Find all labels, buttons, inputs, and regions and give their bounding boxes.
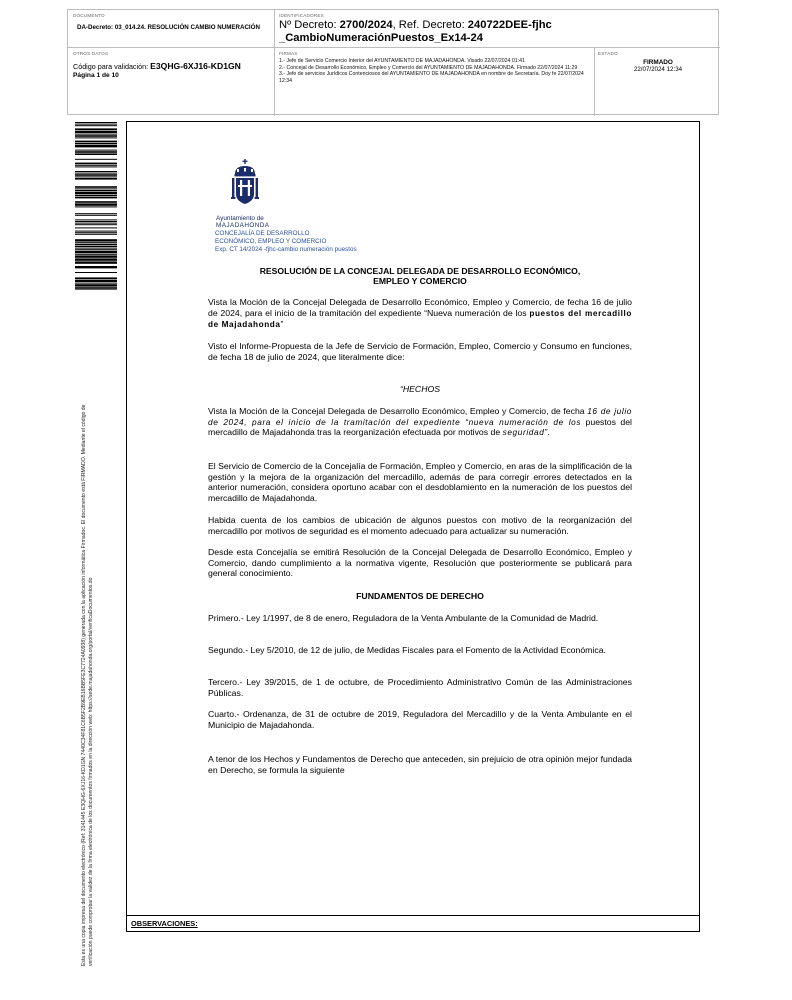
barcode-bar xyxy=(75,122,117,123)
decree-ref-line2: _CambioNumeraciónPuestos_Ex14-24 xyxy=(279,31,483,44)
identificadores-caption: IDENTIFICADORES xyxy=(279,13,324,18)
resolution-title xyxy=(208,266,632,287)
barcode-bar xyxy=(75,289,117,290)
validation-label: Código para validación: xyxy=(73,62,149,71)
documento-text: DA-Decreto: 03_014.24. RESOLUCIÓN CAMBIO NUMERACIÓN xyxy=(77,24,260,31)
barcode-bar xyxy=(75,234,117,235)
text-span: puestos del mercadillo de Majadahonda tras la reorganización efectuada por motivos de xyxy=(208,416,632,438)
barcode-bar xyxy=(75,153,117,155)
barcode-bar xyxy=(75,246,117,247)
paragraph-hechos-4: Desde esta Concejalía se emitirá Resolución de la Concejal Delegada de Desarrollo Económico, Empleo y Comercio, dando cumplimiento a la normativa vigente, Resolución que posteriormente se publicará para general conocimiento. xyxy=(208,547,632,579)
paragraph-hechos-1 xyxy=(208,406,632,438)
barcode-bar xyxy=(75,141,117,143)
dept-line: ECONÓMICO, EMPLEO Y COMERCIO xyxy=(215,237,327,245)
barcode-bar xyxy=(75,166,117,167)
fundamento-item: Segundo.- Ley 5/2010, de 12 de julio, de Medidas Fiscales para el Fomento de la Actividad Económica. xyxy=(208,645,606,655)
title-line: EMPLEO Y COMERCIO xyxy=(373,276,467,287)
otros-caption: OTROS DATOS xyxy=(73,51,109,56)
decree-ref-label: , Ref. Decreto: xyxy=(392,19,465,31)
estado-caption: ESTADO xyxy=(598,51,618,56)
logo-line-2: MAJADAHONDA xyxy=(216,222,270,230)
dept-line: Exp. CT 14/2024 -fjhc-cambio numeración puestos xyxy=(215,245,357,253)
coat-of-arms-icon xyxy=(215,158,279,210)
barcode-bar xyxy=(75,135,117,137)
barcode-bar xyxy=(75,125,117,126)
barcode-bar xyxy=(75,239,117,241)
barcode-bar xyxy=(75,178,117,180)
vertical-verification-text: Esta es una copia impresa del documento electrónico (Ref: 3141445 E3QHG-6XJ16-KD1GN 7440C34F81C6B5F2B9EB16BB5FE3C7724A0938) generada con la aplicación informática Firmadoc. El documento está FIRMADO. Mediante el código de xyxy=(81,404,87,966)
estado-cell xyxy=(598,51,718,73)
documento-caption: DOCUMENTO xyxy=(73,13,105,18)
barcode-bar xyxy=(75,249,117,250)
barcode-bar xyxy=(75,280,117,282)
barcode-bar xyxy=(75,251,117,253)
firma-item: 2.- Concejal de Desarrollo Económico, Empleo y Comercio del AYUNTAMIENTO DE MAJADAHONDA. Firmado 22/07/2024 11:29 xyxy=(279,64,578,71)
barcode-bar xyxy=(75,258,117,260)
barcode-bar xyxy=(75,221,117,222)
barcode-bar xyxy=(75,174,117,176)
barcode-bar xyxy=(75,255,117,257)
text-span-italic: seguridad”. xyxy=(502,427,551,438)
validation-code: E3QHG-6XJ16-KD1GN xyxy=(150,61,241,71)
hechos-heading: “HECHOS xyxy=(399,384,441,394)
paragraph-hechos-2: El Servicio de Comercio de la Concejalía de Formación, Empleo y Comercio, en aras de la simplificación de la gestión y la mejora de la organización del mercadillo, además de para corregir errores detectados en la anterior numeración, considera oportuno acabar con el desdoblamiento en la numeración de los puestos del mercadillo de Majadahonda. xyxy=(208,461,632,503)
text-span: ” xyxy=(280,319,284,330)
barcode-bar xyxy=(75,186,117,188)
barcode-bar xyxy=(75,163,117,165)
fundamento-item: Cuarto.- Ordenanza, de 31 de octubre de 2019, Reguladora del Mercadillo y de la Venta Ambulante en el Municipio de Majadahonda. xyxy=(208,709,632,730)
header-divider xyxy=(594,47,595,116)
barcode-bar xyxy=(75,266,117,268)
barcode-bar xyxy=(75,165,117,166)
barcode-bar xyxy=(75,224,117,225)
department-block xyxy=(215,230,357,253)
vertical-verification-text: verificación puede comprobar la validez de la firma electrónica de los documentos firmados en la dirección web: https://sede.majadahonda.org/portal/verificaDocumentos.do xyxy=(88,577,94,966)
decree-number: 2700/2024 xyxy=(339,19,393,31)
barcode-bar xyxy=(75,176,117,177)
barcode-bar xyxy=(75,143,117,145)
barcode-bar xyxy=(75,134,117,135)
barcode-bar xyxy=(75,131,117,133)
barcode-bar xyxy=(75,203,117,205)
identificadores-cell xyxy=(279,13,715,44)
paragraph-hechos-3: Habida cuenta de los cambios de ubicación de algunos puestos con motivo de la reorganización del mercadillo por motivos de seguridad es el momento adecuado para actualizar su numeración. xyxy=(208,515,632,536)
barcode-bar xyxy=(75,192,117,194)
documento-cell xyxy=(73,13,269,32)
barcode-bar xyxy=(75,151,117,153)
barcode-bar xyxy=(75,137,117,138)
barcode-bar xyxy=(75,195,117,197)
fundamento-item: Primero.- Ley 1/1997, de 8 de enero, Reguladora de la Venta Ambulante de la Comunidad de Madrid. xyxy=(208,613,599,623)
logo-line-1: Ayuntamiento de xyxy=(216,215,264,222)
document-metadata-header xyxy=(67,9,719,115)
paragraph-informe: Visto el Informe-Propuesta de la Jefe de Servicio de Formación, Empleo, Comercio y Consumo en funciones, de fecha 18 de julio de 2024, que literalmente dice: xyxy=(208,341,632,362)
text-span: Vista la Moción de la Concejal Delegada de Desarrollo Económico, Empleo y Comercio, de fecha 16 de julio de 2024, para el inicio de la tramitación del expediente “Nueva numeración de los xyxy=(208,297,632,318)
barcode-bar xyxy=(75,145,117,147)
barcode-bar xyxy=(75,254,117,255)
otros-datos-cell xyxy=(73,51,269,79)
barcode-bar xyxy=(75,227,117,228)
barcode-bar xyxy=(75,244,117,246)
barcode-bar xyxy=(75,159,117,160)
barcode-bar xyxy=(75,219,117,220)
text-span: Vista la Moción de la Concejal Delegada de Desarrollo Económico, Empleo y Comercio, de fecha xyxy=(208,406,588,416)
barcode-bar xyxy=(75,248,117,249)
barcode-bar xyxy=(75,232,117,233)
barcode-bar xyxy=(75,215,117,216)
barcode-bar xyxy=(75,173,117,174)
barcode-bar xyxy=(75,150,117,151)
text-span-bold: puestos del mercadillo de Majadahonda xyxy=(208,308,632,330)
barcode-bar xyxy=(75,206,117,207)
barcode-bar xyxy=(75,231,117,232)
paragraph-conclusion: A tenor de los Hechos y Fundamentos de Derecho que anteceden, sin prejuicio de otra opinión mejor fundada en Derecho, se formula la siguiente xyxy=(208,754,632,775)
barcode-bar xyxy=(75,128,117,130)
firma-item: 3.- Jefe de servicios Jurídicos Contenciosos del AYUNTAMIENTO DE MAJADAHONDA en nombre de Secretaría. Doy fe 22/07/2024 12:34 xyxy=(279,71,584,84)
firmas-caption: FIRMAS xyxy=(279,51,298,56)
barcode-bar xyxy=(75,171,117,172)
decree-ref: 240722DEE-fjhc xyxy=(467,19,552,31)
barcode-bar xyxy=(75,277,117,279)
header-divider xyxy=(274,10,275,116)
decree-prefix: Nº Decreto: xyxy=(279,19,337,31)
barcode-bar xyxy=(75,188,117,189)
barcode-bar xyxy=(75,284,117,286)
firma-item: 1.- Jefe de Servicio Comercio Interior del AYUNTAMIENTO DE MAJADAHONDA. Visado 22/07/2024 01:41 xyxy=(279,58,525,64)
firmas-list xyxy=(279,58,591,84)
barcode-bar xyxy=(75,201,117,203)
barcode-bar xyxy=(75,287,117,289)
barcode-bar xyxy=(75,261,117,263)
text-span-italic: 16 de julio de 2024, para el inicio de la tramitación del expediente “nueva numeración de los xyxy=(208,406,632,427)
estado-date: 22/07/2024 12:34 xyxy=(633,66,683,73)
ayuntamiento-logo xyxy=(215,158,279,228)
observaciones-label: OBSERVACIONES: xyxy=(131,919,198,928)
barcode-image xyxy=(75,122,117,290)
observaciones-divider xyxy=(127,915,699,916)
fundamento-item: Tercero.- Ley 39/2015, de 1 de octubre, de Procedimiento Administrativo Común de las Administraciones Públicas. xyxy=(208,677,632,698)
barcode-bar xyxy=(75,242,117,243)
fundamentos-heading: FUNDAMENTOS DE DERECHO xyxy=(356,591,484,601)
barcode-bar xyxy=(75,190,117,191)
decree-line xyxy=(279,19,715,32)
paragraph-mocion xyxy=(208,297,632,331)
firmas-cell xyxy=(279,51,591,84)
title-line: RESOLUCIÓN DE LA CONCEJAL DELEGADA DE DESARROLLO ECONÓMICO, xyxy=(259,266,581,276)
barcode-bar xyxy=(75,197,117,199)
barcode-bar xyxy=(75,213,117,214)
header-divider xyxy=(68,47,720,48)
barcode-bar xyxy=(75,272,117,273)
barcode-bar xyxy=(75,223,117,224)
validation-line xyxy=(73,61,269,71)
estado-value: FIRMADO xyxy=(643,59,673,66)
page-indicator: Página 1 de 10 xyxy=(73,72,119,79)
barcode-bar xyxy=(75,124,117,125)
barcode-bar xyxy=(75,283,117,284)
dept-line: CONCEJALÍA DE DESARROLLO xyxy=(215,230,310,237)
